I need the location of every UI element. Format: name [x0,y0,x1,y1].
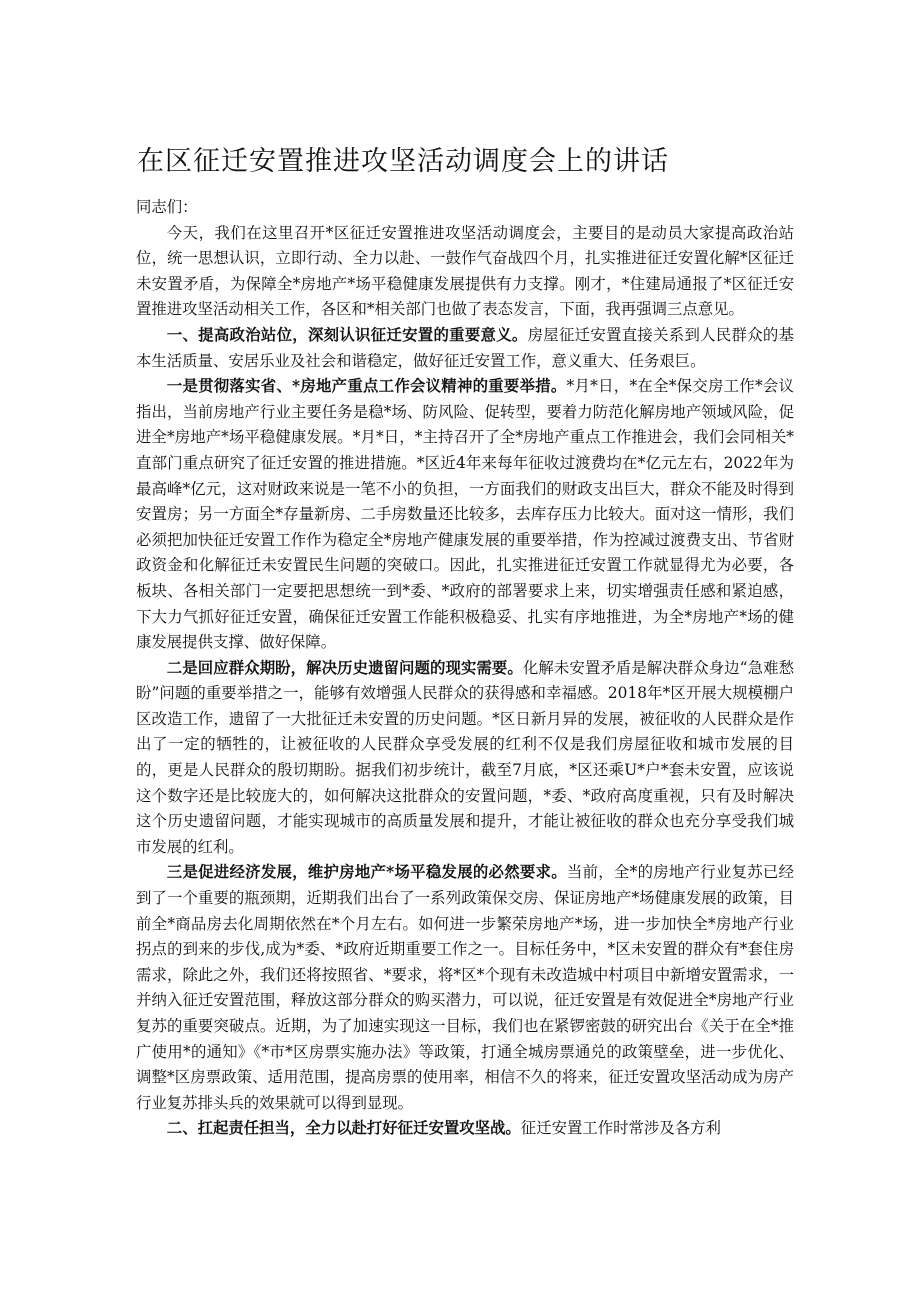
salutation: 同志们： [136,198,198,216]
point-heading: 二是回应群众期盼，解决历史遗留问题的现实需要。 [166,658,523,677]
section-heading: 一、提高政治站位，深刻认识征迁安置的重要意义。 [166,325,528,344]
point-heading: 一是贯彻落实省、*房地产重点工作会议精神的重要举措。 [166,377,567,396]
paragraph-section-2 [136,1116,794,1142]
paragraph-opening [136,221,794,323]
paragraph-text: 当前，全*的房地产行业复苏已经到了一个重要的瓶颈期，近期我们出台了一系列政策保交房、保证房地产*场健康发展的政策，目前全*商品房去化周期依然在*个月左右。如何进一步繁荣房地产*场，进一步加快全*房地产行业拐点的到来的步伐,成为*委、*政府近期重要工作之一。目标任务中，*区未安置的群众有*套住房需求，除此之外，我们还将按照省、*要求，将*区*个现有未改造城中村项目中新增安置需求，一并纳入征迁安置范围，释放这部分群众的购买潜力，可以说，征迁安置是有效促进全*房地产行业复苏的重要突破点。近期，为了加速实现这一目标，我们也在紧锣密鼓的研究出台《关于在全*推广使用*的通知》《*市*区房票实施办法》等政策，打通全城房票通兑的政策壁垒，进一步优化、调整*区房票政策、适用范围，提高房票的使用率，相信不久的将来，征迁安置攻坚活动成为房产行业复苏排头兵的效果就可以得到显现。 [136,863,794,1112]
paragraph-text: 房屋征迁安置直接关系到人民群众的基本生活质量、安居乐业及社会和谐稳定，做好征迁安置工作，意义重大、任务艰巨。 [136,325,794,370]
point-heading: 三是促进经济发展，维护房地产*场平稳发展的必然要求。 [166,863,567,882]
paragraph-section-1 [136,323,794,374]
paragraph-text: 今天，我们在这里召开*区征迁安置推进攻坚活动调度会，主要目的是动员大家提高政治站位，统一思想认识，立即行动、全力以赴、一鼓作气奋战四个月，扎实推进征迁安置化解*区征迁未安置矛盾，为保障全*房地产*场平稳健康发展提供有力支撑。刚才，*住建局通报了*区征迁安置推进攻坚活动相关工作，各区和*相关部门也做了表态发言，下面，我再强调三点意见。 [136,223,794,319]
paragraph-point-3 [136,860,794,1116]
paragraph-text: 征迁安置工作时常涉及各方利 [520,1119,721,1138]
document-title: 在区征迁安置推进攻坚活动调度会上的讲话 [137,146,669,177]
document-body [136,195,794,1142]
section-heading: 二、扛起责任担当，全力以赴打好征迁安置攻坚战。 [166,1119,521,1138]
paragraph-text: 化解未安置矛盾是解决群众身边“急难愁盼”问题的重要举措之一，能够有效增强人民群众的获得感和幸福感。2018年*区开展大规模棚户区改造工作，遗留了一大批征迁未安置的历史问题。*区日新月异的发展，被征收的人民群众是作出了一定的牺牲的，让被征收的人民群众享受发展的红利不仅是我们房屋征收和城市发展的目的，更是人民群众的殷切期盼。据我们初步统计，截至7月底，*区还乘U*户*套未安置，应该说这个数字还是比较庞大的，如何解决这批群众的安置问题，*委、*政府高度重视，只有及时解决这个历史遗留问题，才能实现城市的高质量发展和提升，才能让被征收的群众也充分享受我们城市发展的红利。 [136,658,794,856]
paragraph-point-2 [136,656,794,861]
paragraph-text: *月*日，*在全*保交房工作*会议指出，当前房地产行业主要任务是稳*场、防风险、促转型，要着力防范化解房地产领域风险，促进全*房地产*场平稳健康发展。*月*日，*主持召开了全*房地产重点工作推进会，我们会同相关*直部门重点研究了征迁安置的推进措施。*区近4年来每年征收过渡费均在*亿元左右，2022年为最高峰*亿元，这对财政来说是一笔不小的负担，一方面我们的财政支出巨大，群众不能及时得到安置房；另一方面全*存量新房、二手房数量还比较多，去库存压力比较大。面对这一情形，我们必须把加快征迁安置工作作为稳定全*房地产健康发展的重要举措，作为控减过渡费支出、节省财政资金和化解征迁未安置民生问题的突破口。因此，扎实推进征迁安置工作就显得尤为必要，各板块、各相关部门一定要把思想统一到*委、*政府的部署要求上来，切实增强责任感和紧迫感，下大力气抓好征迁安置，确保征迁安置工作能积极稳妥、扎实有序地推进，为全*房地产*场的健康发展提供支撑、做好保障。 [136,377,794,652]
paragraph-point-1 [136,374,794,656]
